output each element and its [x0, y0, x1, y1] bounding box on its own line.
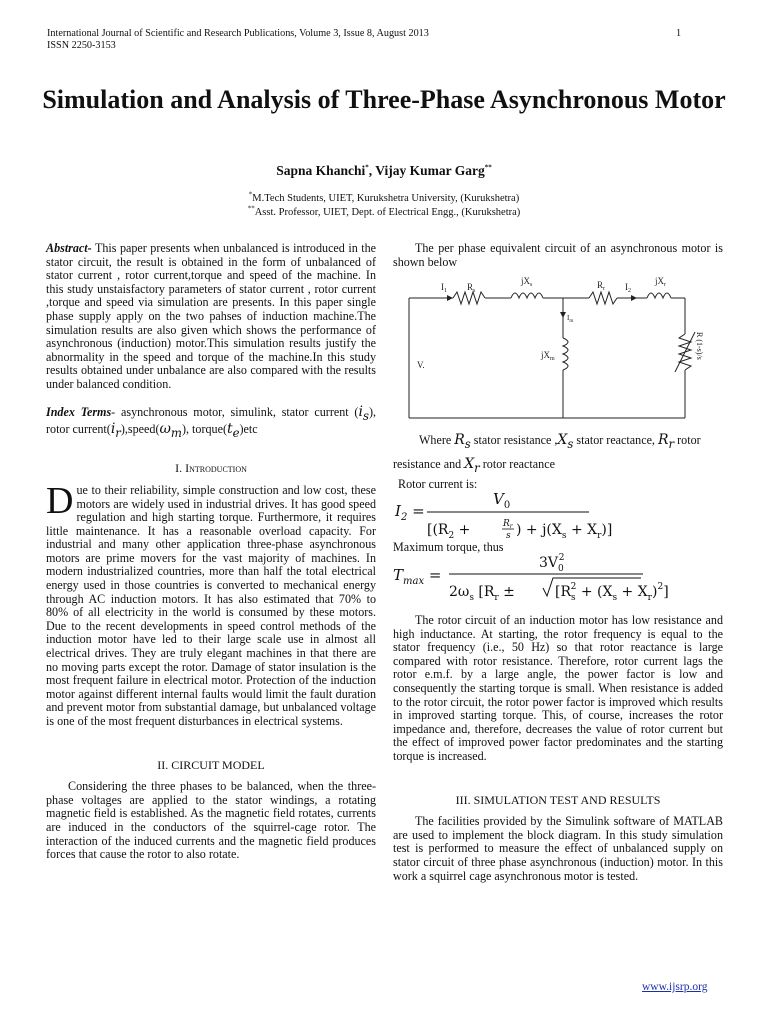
introduction-text: ue to their reliability, simple construction and low cost, these motors are widely used in industrial drives. It has good speed regulation and high starting torque. Furthermore, it requires little maintenance. It has a reasonable overload capacity. For industrial and many other application three-phase asynchronous motors are prime movers for the vast majority of machines. In modern industrialized countries, more than half the total electrical energy used in those countries is converted to mechanical energy through AC induction motors. It has also estimated that 70% to 80% of all electricity in the world is consumed by these motors. Due to the recent developments in speed control methods of the induction motor have led to their large scale use in almost all electrical drives. They are truly elegant machines in that there are no moving parts except the rotor. Damage of stator insulation is the most frequent failure in electrical motor. Protection of the induction motor against different internal faults would limit the fault duration and prevent motor from substantial damage, but unbalanced voltage is one of the most frequent disturbances in electrical systems.	[46, 482, 376, 728]
where-xr-sub: r	[474, 460, 480, 475]
eq-t-den-f: + X	[617, 584, 648, 600]
eq-i2-equals: =	[407, 502, 425, 520]
simulation-paragraph: The facilities provided by the Simulink software of MATLAB are used to implement the block diagram. In this study simulation test is performed to measure the effect of unbalanced supply on stator circuit of three phase asynchronous (induction) motor. In this work a squirrel cage asynchronous motor is tested.	[393, 814, 723, 883]
arrow-i1	[447, 295, 453, 301]
section-1-title: Introduction	[185, 461, 247, 476]
eq-i2-den-a-sub: 2	[448, 531, 455, 540]
index-terms-text-5: )etc	[239, 421, 258, 436]
where-xs-base: X	[557, 432, 568, 448]
eq-i2-den-d: )]	[601, 522, 613, 538]
eq-t-lhs-sub: max	[403, 576, 425, 587]
resistor-rr	[589, 292, 617, 304]
label-jxm	[540, 350, 555, 362]
where-text-4: rotor resistance and	[393, 433, 701, 471]
eq-t-den-e: + (X	[576, 584, 613, 600]
author-1-mark: *	[365, 163, 369, 172]
label-jxr-base: jX	[655, 276, 664, 286]
label-load-resistor: R (1-s)/s	[695, 332, 704, 360]
eq-t-den-g: )	[651, 584, 658, 600]
drop-cap: D	[46, 479, 74, 522]
label-rs	[467, 282, 476, 294]
affiliation-2-text: Asst. Professor, UIET, Dept. of Electrical Engg., (Kurukshetra)	[254, 207, 521, 218]
eq-i2-num-base: V	[493, 490, 504, 508]
where-text-3: stator reactance,	[573, 433, 658, 447]
eq-t-den-a: 2ω	[449, 584, 470, 600]
eq-t-numerator	[539, 553, 565, 574]
abstract	[46, 242, 376, 392]
eq-t-sqrt-content	[555, 582, 669, 602]
eq-i2-denominator	[427, 522, 470, 540]
eq-t-den-g-sup: 2	[657, 582, 664, 592]
paper-title: Simulation and Analysis of Three-Phase Asynchronous Motor	[42, 85, 726, 114]
eq-t-den-h: ]	[663, 584, 669, 600]
where-symbol-rr	[657, 432, 675, 451]
arrow-im	[560, 312, 566, 318]
eq-i2-den-c-sub: r	[597, 531, 602, 540]
author-separator: ,	[368, 163, 376, 178]
inductor-xm	[563, 338, 568, 370]
rotor-current-equation	[393, 488, 723, 540]
label-jxm-base: jX	[541, 350, 550, 360]
eq-i2-den-plus: +	[454, 522, 471, 538]
symbol-is-base: i	[358, 403, 363, 420]
authors	[40, 163, 728, 179]
eq-t-den-f-sub: r	[647, 593, 652, 602]
eq-t-den-b-sub: r	[494, 593, 499, 602]
where-rs-base: R	[454, 432, 465, 448]
index-terms	[46, 403, 376, 441]
author-2-mark: **	[484, 163, 492, 172]
label-jxr-sub: r	[664, 282, 666, 288]
affiliation-1-text: M.Tech Students, UIET, Kurukshetra University, (Kurukshetra)	[252, 193, 520, 204]
eq-t-num-sub: 0	[558, 564, 564, 574]
where-xs-sub: s	[567, 436, 574, 451]
label-jxs-base: jX	[521, 276, 530, 286]
circuit-model-paragraph: Considering the three phases to be balanced, when the three-phase voltages are applied to the stator windings, a rotating magnetic field is established. As the magnetic field rotates, currents are induced in the conductors of the squirrel-cage rotor. The interaction of the induced currents and the magnetic field produces forces that cause the rotor to also rotate.	[46, 779, 376, 862]
right-column-top	[393, 242, 723, 269]
eq-i2-frac-top-base: R	[503, 519, 510, 529]
journal-header	[47, 28, 429, 52]
label-jxm-sub: m	[550, 356, 555, 362]
where-symbol-xr	[464, 455, 480, 475]
where-definitions	[393, 430, 723, 478]
where-rr-sub: r	[668, 436, 675, 451]
label-rr	[597, 280, 605, 292]
circuit-intro: The per phase equivalent circuit of an asynchronous motor is shown below	[393, 241, 723, 269]
eq-i2-lhs-base: I	[395, 502, 401, 520]
eq-i2-numerator	[493, 490, 510, 511]
eq-t-den-d: [R	[555, 584, 572, 600]
eq-t-den-e-sub: s	[612, 593, 618, 602]
eq-i2-lhs-sub: 2	[400, 512, 408, 523]
label-i1-sub: 1	[444, 288, 447, 294]
eq-i2-inner-frac-bottom: s	[506, 531, 511, 540]
label-i2	[625, 282, 631, 294]
eq-i2-den-c: + X	[566, 522, 598, 538]
label-voltage: V.	[417, 360, 425, 370]
symbol-wm-base: ω	[159, 420, 171, 437]
eq-i2-den-b-sub: s	[561, 531, 567, 540]
symbol-te	[226, 420, 240, 440]
author-2: Vijay Kumar Garg	[375, 163, 485, 178]
where-rr-base: R	[657, 432, 669, 448]
where-xr-base: X	[464, 455, 475, 472]
journal-website-link[interactable]: www.ijsrp.org	[642, 981, 708, 993]
affiliation-1	[40, 190, 728, 205]
label-rs-sub: s	[473, 288, 476, 294]
author-1: Sapna Khanchi	[276, 163, 366, 178]
affiliation-1-mark: *	[248, 190, 253, 199]
where-symbol-xs	[557, 432, 574, 451]
eq-t-den-a-sub: s	[469, 593, 474, 602]
label-im	[567, 314, 573, 324]
equivalent-circuit-diagram	[395, 272, 710, 432]
eq-i2-den-b: ) + j(X	[516, 522, 562, 538]
eq-t-den-d-sub: s	[571, 593, 576, 602]
rotor-circuit-paragraph: The rotor circuit of an induction motor has low resistance and high inductance. At starting, the rotor frequency is equal to the stator frequency (i.e., 50 Hz) so that rotor reactance is large compared with rotor resistance. Therefore, rotor current lags the rotor e.m.f. by a large angle, the power factor is low and consequently the starting torque is small. When resistance is added to the rotor circuit, the rotor power factor is improved which results in improved starting torque. This, of course, increases the rotor impedance and, therefore, decreases the value of rotor current but the effect of improved power factor predominates and the starting torque is increased.	[393, 613, 723, 763]
where-text-2: stator resistance ,	[470, 433, 558, 447]
rotor-current-label: Rotor current is:	[398, 477, 478, 491]
section-2-heading: II. CIRCUIT MODEL	[157, 757, 265, 772]
eq-i2-inner-frac-top	[502, 519, 514, 530]
label-jxr	[654, 276, 666, 288]
section-1-heading	[46, 462, 376, 476]
label-im-sub: m	[569, 319, 574, 324]
arrow-i2	[631, 295, 637, 301]
inductor-xs	[511, 293, 543, 298]
eq-i2-lhs	[394, 502, 425, 523]
label-i2-sub: 2	[628, 288, 631, 294]
abstract-label: Abstract-	[46, 241, 92, 255]
abstract-text: This paper presents when unbalanced is introduced in the stator circuit, the result is obtained in the form of unbalanced of stator current , rotor current,torque and speed of the machine. In this study unstaisfactory parameters of stator current , rotor current ,torque and speed via simulation are presents. In this paper single phase supply apply on the two pahses of induction machine.The simulation results are also given which shows the performance of asynchronous (induction) motor.This simulation results justify the abnormality in the speed and torque of the machine.In this study results obtained under unbalance are also compared with the results under balanced condition.	[46, 241, 376, 391]
resistor-rs	[453, 292, 485, 304]
max-torque-equation	[393, 552, 723, 602]
eq-t-den-c: ±	[498, 584, 515, 600]
affiliation-2-mark: **	[247, 204, 255, 213]
eq-t-num-sup: 2	[558, 553, 565, 563]
inductor-xr	[647, 293, 671, 298]
eq-i2-denominator-rest	[516, 522, 612, 540]
variable-arrow	[675, 332, 695, 372]
index-terms-label: Index Terms	[46, 404, 112, 419]
label-jxs	[520, 276, 533, 288]
symbol-wm-sub: m	[170, 425, 182, 440]
label-i2-base: I	[625, 282, 628, 292]
symbol-te-base: t	[226, 420, 233, 437]
symbol-wm	[159, 420, 182, 440]
label-jxs-sub: s	[530, 282, 533, 288]
label-im-base: I	[567, 314, 570, 322]
max-torque-label: Maximum torque, thus	[393, 540, 504, 554]
where-text-1: Where	[419, 433, 455, 447]
label-rr-base: R	[597, 280, 604, 290]
issn: ISSN 2250-3153	[47, 40, 116, 51]
symbol-te-sub: e	[232, 425, 240, 440]
section-1-number: I.	[175, 461, 183, 476]
where-symbol-rs	[454, 432, 471, 451]
where-text-5: rotor reactance	[479, 456, 555, 471]
eq-t-num-base: 3V	[539, 555, 559, 571]
eq-i2-num-sub: 0	[503, 500, 511, 511]
eq-t-den-b: [R	[473, 584, 495, 600]
eq-t-denominator	[449, 584, 515, 602]
label-i1-base: I	[441, 282, 444, 292]
eq-t-lhs	[393, 566, 441, 587]
affiliation-2	[40, 204, 728, 219]
eq-t-lhs-base: T	[393, 566, 404, 584]
symbol-is-sub: s	[362, 408, 369, 423]
index-terms-text-3: ),speed(	[120, 421, 160, 436]
right-column-bottom	[393, 614, 723, 883]
where-rs-sub: s	[464, 436, 471, 451]
section-3-heading: III. SIMULATION TEST AND RESULTS	[455, 792, 661, 807]
label-rs-base: R	[467, 282, 474, 292]
symbol-ir	[110, 420, 121, 440]
introduction-paragraph	[46, 479, 376, 729]
eq-t-equals: =	[424, 566, 442, 584]
index-terms-text-2: ), rotor current(	[46, 404, 376, 436]
page-number: 1	[676, 28, 682, 39]
symbol-ir-base: i	[110, 420, 116, 437]
label-i1	[441, 282, 447, 294]
eq-i2-frac-top-sub: r	[509, 523, 513, 530]
eq-t-den-d-sup: 2	[570, 582, 577, 592]
label-rr-sub: r	[603, 286, 606, 292]
symbol-ir-sub: r	[115, 425, 121, 440]
index-terms-text-1: - asynchronous motor, simulink, stator current (	[111, 404, 359, 419]
eq-i2-den-a: [(R	[427, 522, 449, 538]
left-column	[46, 242, 376, 862]
index-terms-text-4: ), torque(	[181, 421, 227, 436]
journal-name: International Journal of Scientific and Research Publications, Volume 3, Issue 8, August 2013	[47, 28, 429, 39]
symbol-is	[358, 403, 369, 423]
